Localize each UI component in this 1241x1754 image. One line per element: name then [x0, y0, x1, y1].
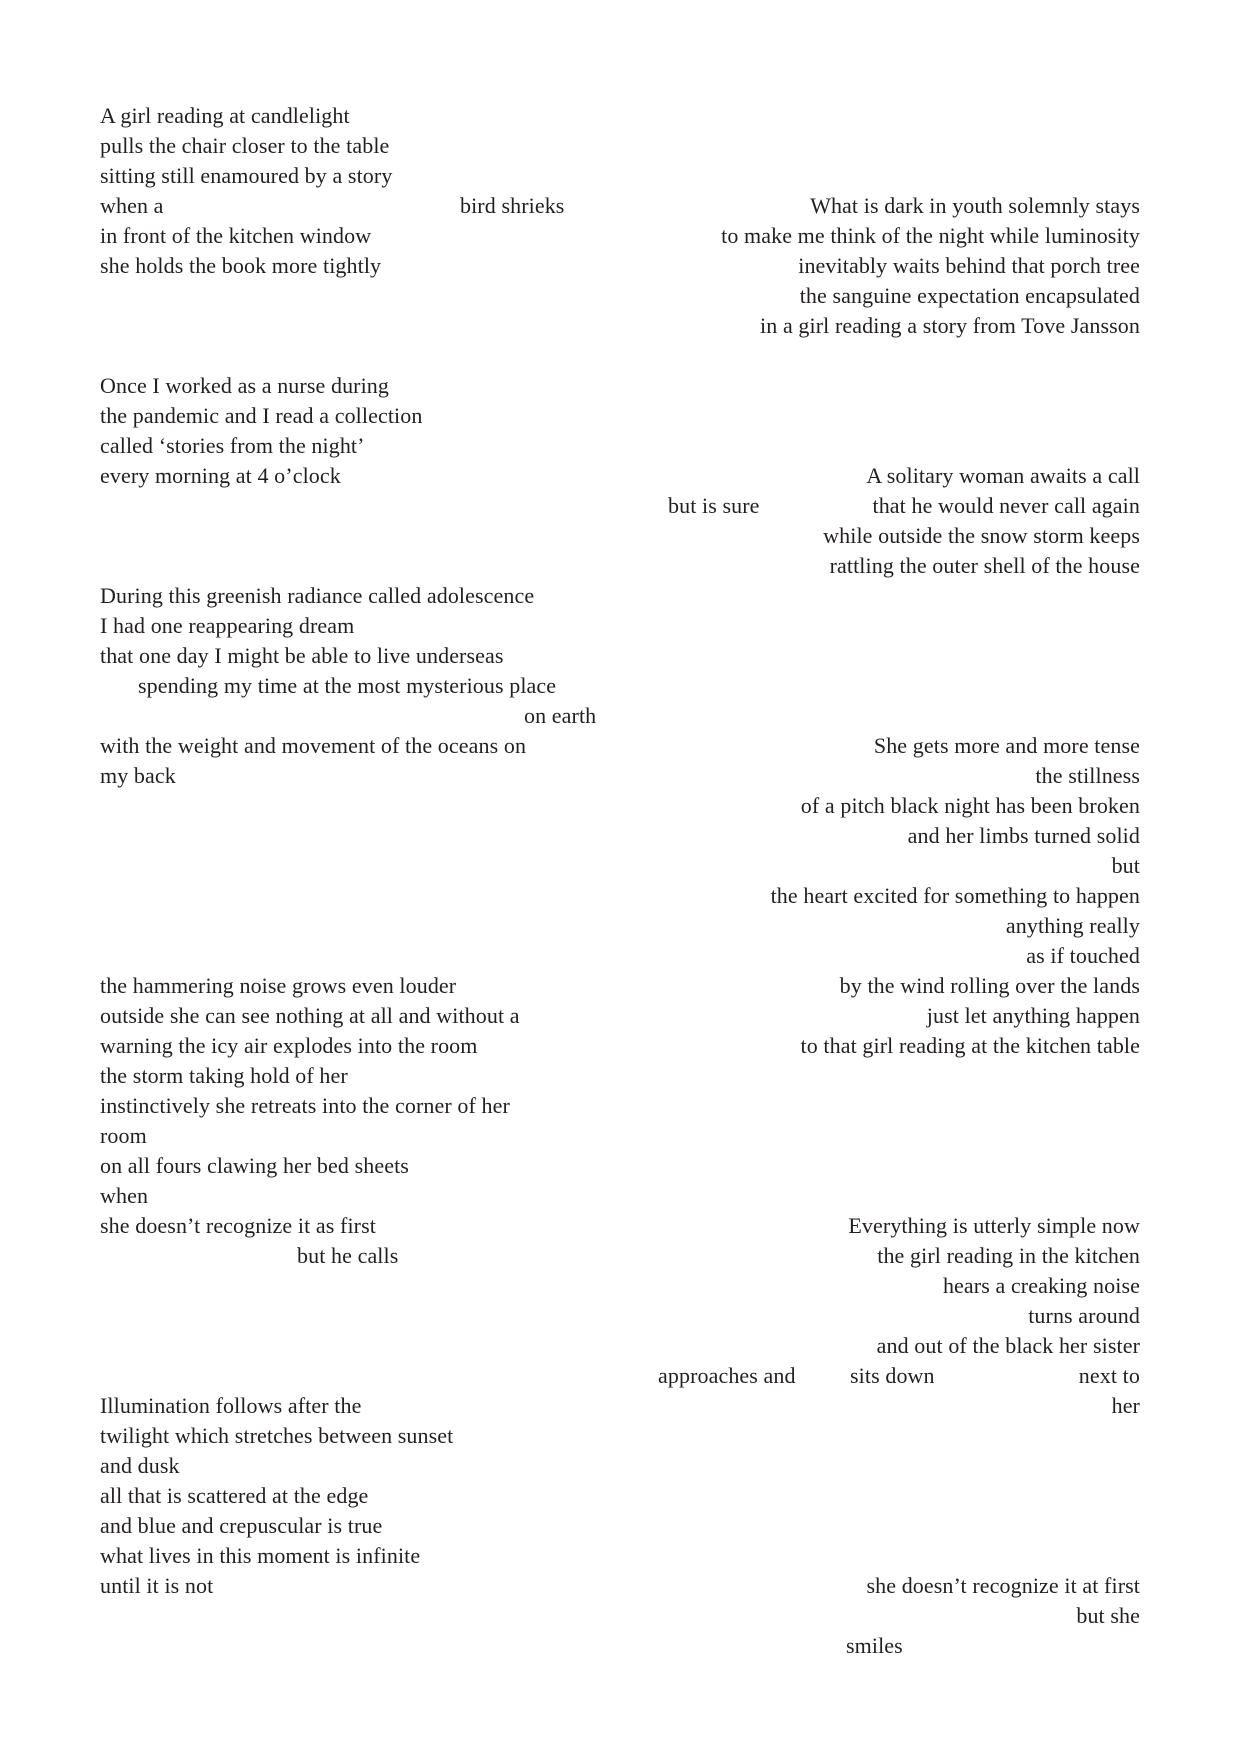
poem-line: approaches and	[658, 1363, 796, 1388]
poem-line: During this greenish radiance called adolescence	[100, 583, 535, 608]
poem-line: her	[1111, 1393, 1140, 1418]
poem-line: I had one reappearing dream	[100, 613, 355, 638]
poem-line: as if touched	[1026, 943, 1140, 968]
poem-line: the sanguine expectation encapsulated	[799, 283, 1140, 308]
poem-line: but	[1111, 853, 1140, 878]
poem-line: smiles	[846, 1633, 903, 1658]
poem-line: but is sure	[668, 493, 760, 518]
poem-line: but he calls	[297, 1243, 399, 1268]
poem-line: of a pitch black night has been broken	[800, 793, 1140, 818]
poem-line: and blue and crepuscular is true	[100, 1513, 383, 1538]
poem-line: inevitably waits behind that porch tree	[798, 253, 1140, 278]
poem-line: she doesn’t recognize it as first	[100, 1213, 376, 1238]
poem-line: all that is scattered at the edge	[100, 1483, 369, 1508]
poem-line: Once I worked as a nurse during	[100, 373, 390, 398]
poem-line: instinctively she retreats into the corner of her	[100, 1093, 510, 1118]
poem-line: and her limbs turned solid	[907, 823, 1140, 848]
poem-line: the stillness	[1035, 763, 1140, 788]
poem-line: just let anything happen	[926, 1003, 1140, 1028]
poem-line: on all fours clawing her bed sheets	[100, 1153, 409, 1178]
poem-line: the heart excited for something to happen	[770, 883, 1140, 908]
poem-line: A solitary woman awaits a call	[866, 463, 1140, 488]
poem-line: called ‘stories from the night’	[100, 433, 365, 458]
poem-line: anything really	[1005, 913, 1140, 938]
poem-line: spending my time at the most mysterious place	[138, 673, 557, 698]
poem-line: every morning at 4 o’clock	[100, 463, 341, 488]
poem-line: that one day I might be able to live underseas	[100, 643, 504, 668]
poem-line: but she	[1076, 1603, 1140, 1628]
poem-line: by the wind rolling over the lands	[839, 973, 1140, 998]
poem-line: in a girl reading a story from Tove Jansson	[760, 313, 1140, 338]
poem-line: my back	[100, 763, 176, 788]
poem-line: to make me think of the night while luminosity	[721, 223, 1140, 248]
poem-line: rattling the outer shell of the house	[829, 553, 1140, 578]
poem-line: that he would never call again	[872, 493, 1140, 518]
poem-line: when a	[100, 193, 164, 218]
poem-line: to that girl reading at the kitchen table	[800, 1033, 1140, 1058]
poem-line: She gets more and more tense	[873, 733, 1140, 758]
poem-line: next to	[1078, 1363, 1140, 1388]
poem-line: when	[100, 1183, 149, 1208]
poem-line: outside she can see nothing at all and without a	[100, 1003, 520, 1028]
poem-line: turns around	[1028, 1303, 1140, 1328]
poem-line: with the weight and movement of the oceans on	[100, 733, 527, 758]
poem-line: while outside the snow storm keeps	[823, 523, 1140, 548]
poem-line: the pandemic and I read a collection	[100, 403, 423, 428]
poem-line: and out of the black her sister	[876, 1333, 1140, 1358]
poem-line: the girl reading in the kitchen	[877, 1243, 1140, 1268]
poem-line: bird shrieks	[460, 193, 565, 218]
poem-line: sitting still enamoured by a story	[100, 163, 393, 188]
poem-line: hears a creaking noise	[942, 1273, 1140, 1298]
poem-line: room	[100, 1123, 147, 1148]
poem-line: pulls the chair closer to the table	[100, 133, 390, 158]
poem-line: warning the icy air explodes into the room	[100, 1033, 478, 1058]
poem-line: on earth	[524, 703, 597, 728]
poem-line: sits down	[850, 1363, 935, 1388]
poem-line: she holds the book more tightly	[100, 253, 382, 278]
poem-line: in front of the kitchen window	[100, 223, 372, 248]
poem-line: what lives in this moment is infinite	[100, 1543, 421, 1568]
poem-line: until it is not	[100, 1573, 214, 1598]
poem-line: and dusk	[100, 1453, 180, 1478]
poem-line: What is dark in youth solemnly stays	[810, 193, 1140, 218]
poem-line: the storm taking hold of her	[100, 1063, 348, 1088]
poem-line: Illumination follows after the	[100, 1393, 362, 1418]
poem-line: the hammering noise grows even louder	[100, 973, 457, 998]
poem-line: A girl reading at candlelight	[100, 103, 350, 128]
poem-line: Everything is utterly simple now	[848, 1213, 1140, 1238]
poem-line: twilight which stretches between sunset	[100, 1423, 454, 1448]
poem-line: she doesn’t recognize it at first	[866, 1573, 1140, 1598]
